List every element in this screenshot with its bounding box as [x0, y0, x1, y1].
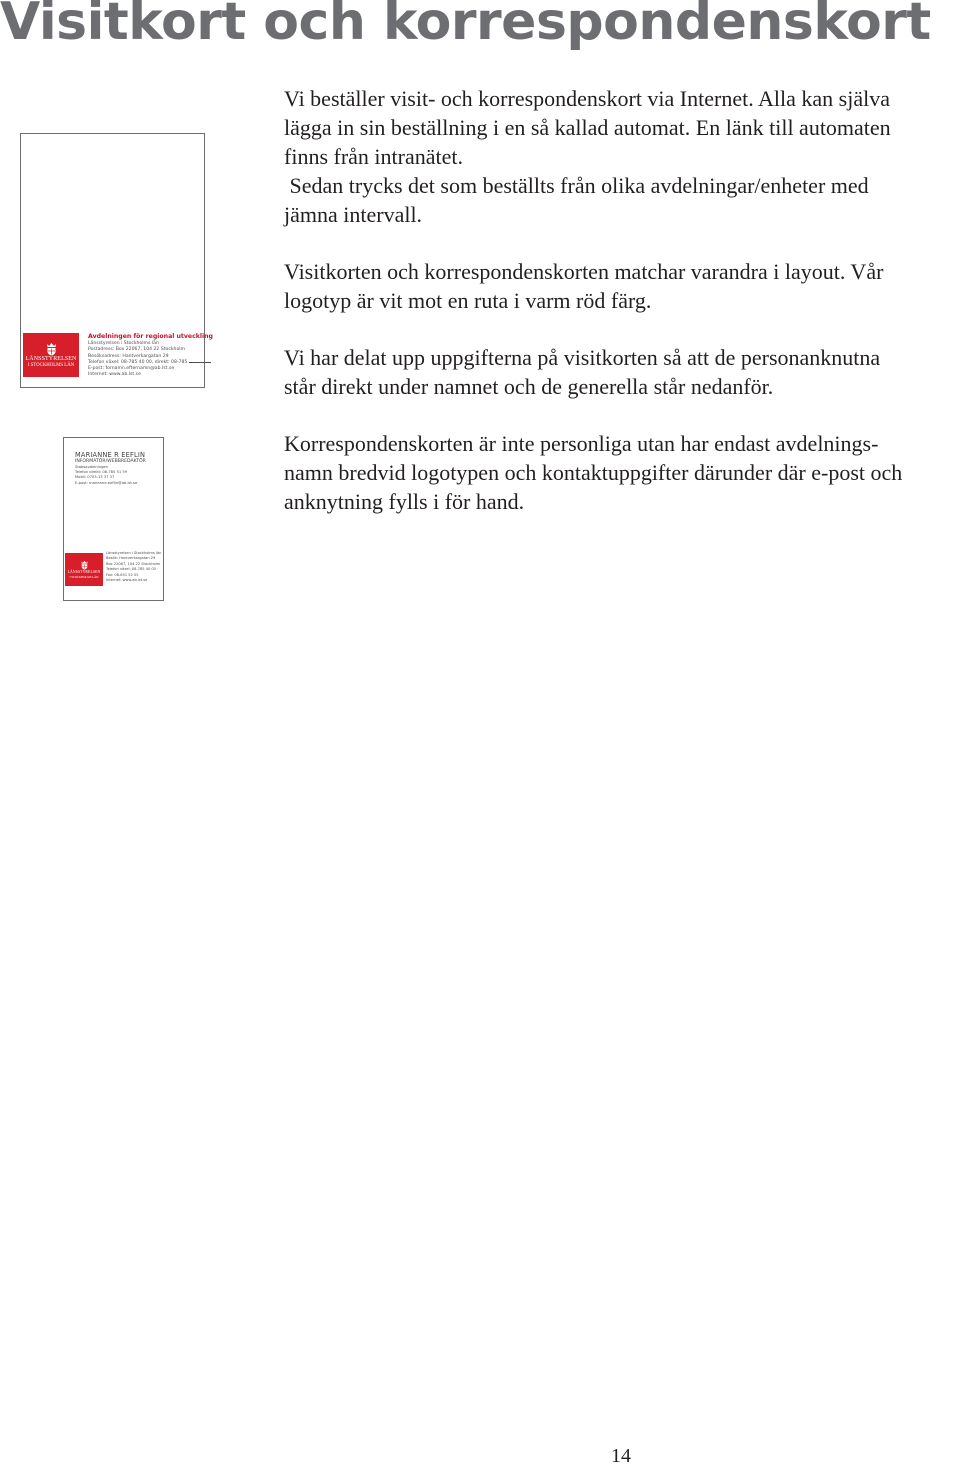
text-line: Vi beställer visit- och korrespondenskort via Internet. Alla kan själva: [284, 86, 890, 111]
logo-subtitle: I STOCKHOLMS LÄN: [69, 574, 99, 579]
address-line: Telefon växel: 08-785 40 00: [106, 567, 156, 572]
text-line: anknytning fylls i för hand.: [284, 489, 525, 514]
text-line: jämna intervall.: [284, 202, 423, 227]
info-line: Telefon växel: 08-785 40 00, direkt: 08-785: [88, 359, 188, 365]
address-line: Fax: 08-651 52 05: [106, 572, 139, 577]
paragraph: [284, 257, 960, 315]
business-card-person: [75, 451, 146, 486]
text-line: Visitkorten och korrespondenskorten matchar varandra i layout. Vår: [284, 259, 884, 284]
fill-in-line: [189, 362, 211, 363]
page-number: 14: [611, 1445, 631, 1467]
person-role: INFORMATÖR/WEBBREDAKTÖR: [75, 459, 146, 464]
text-line: Korrespondenskorten är inte personliga utan har endast avdelnings-: [284, 431, 879, 456]
body-text: [284, 84, 960, 516]
text-line: finns från intranätet.: [284, 144, 463, 169]
text-line: namn bredvid logotypen och kontaktuppgifter därunder där e-post och: [284, 460, 903, 485]
correspondence-card-image: [20, 133, 213, 388]
address-line: Länsstyrelsen i Stockholms län: [106, 551, 162, 555]
logo-subtitle: I STOCKHOLMS LÄN: [27, 362, 75, 368]
info-line: Mobil: 0703-13 37 37: [75, 475, 115, 480]
lansstyrelsen-logo: [23, 333, 79, 377]
text-line: Vi har delat upp uppgifterna på visitkorten så att de personanknutna: [284, 345, 881, 370]
info-line: Internet: www.ab.lst.se: [88, 372, 141, 378]
paragraph: [284, 84, 960, 229]
paragraph: [284, 429, 960, 516]
address-line: Besök: Hantverkargatan 29: [106, 556, 156, 561]
crown-shield-icon: [45, 342, 58, 356]
person-name: MARIANNE R EEFLIN: [75, 451, 146, 459]
logo-name: LÄNSSTYRELSEN: [25, 355, 77, 362]
page-title: Visitkort och korrespondenskort: [0, 0, 931, 52]
address-line: Box 22067, 104 22 Stockholm: [106, 561, 161, 566]
info-line: Stabsavdelningen: [75, 465, 109, 469]
business-card-image: [63, 437, 164, 601]
info-line: E-post: fornamn.efternamn@ab.lst.se: [88, 366, 175, 372]
info-line: Besöksadress: Hantverkargatan 29: [88, 353, 169, 359]
address-line: Internet: www.ab.lst.se: [106, 578, 148, 583]
text-line: lägga in sin beställning i en så kallad automat. En länk till automaten: [284, 115, 891, 140]
correspondence-card-info: [88, 333, 213, 379]
paragraph: [284, 343, 960, 401]
department-name: Avdelningen för regional utveckling: [88, 333, 213, 340]
logo-name: LÄNSSTYRELSEN: [67, 570, 101, 575]
lansstyrelsen-logo: [65, 553, 103, 586]
text-line: står direkt under namnet och de generella står nedanför.: [284, 374, 774, 399]
info-line: Länsstyrelsen i Stockholms län: [88, 341, 159, 346]
info-line: E-post: marianne.eeflin@ab.lst.se: [75, 480, 138, 485]
info-line: Telefon direkt: 08-785 51 59: [75, 470, 128, 475]
crown-shield-icon: [80, 560, 89, 570]
info-line: Postadress: Box 22067, 104 22 Stockholm: [88, 347, 186, 353]
business-card-address: [106, 551, 161, 583]
text-line: logotyp är vit mot en ruta i varm röd färg.: [284, 288, 652, 313]
text-line: Sedan trycks det som beställts från olika avdelningar/enheter med: [284, 173, 869, 198]
